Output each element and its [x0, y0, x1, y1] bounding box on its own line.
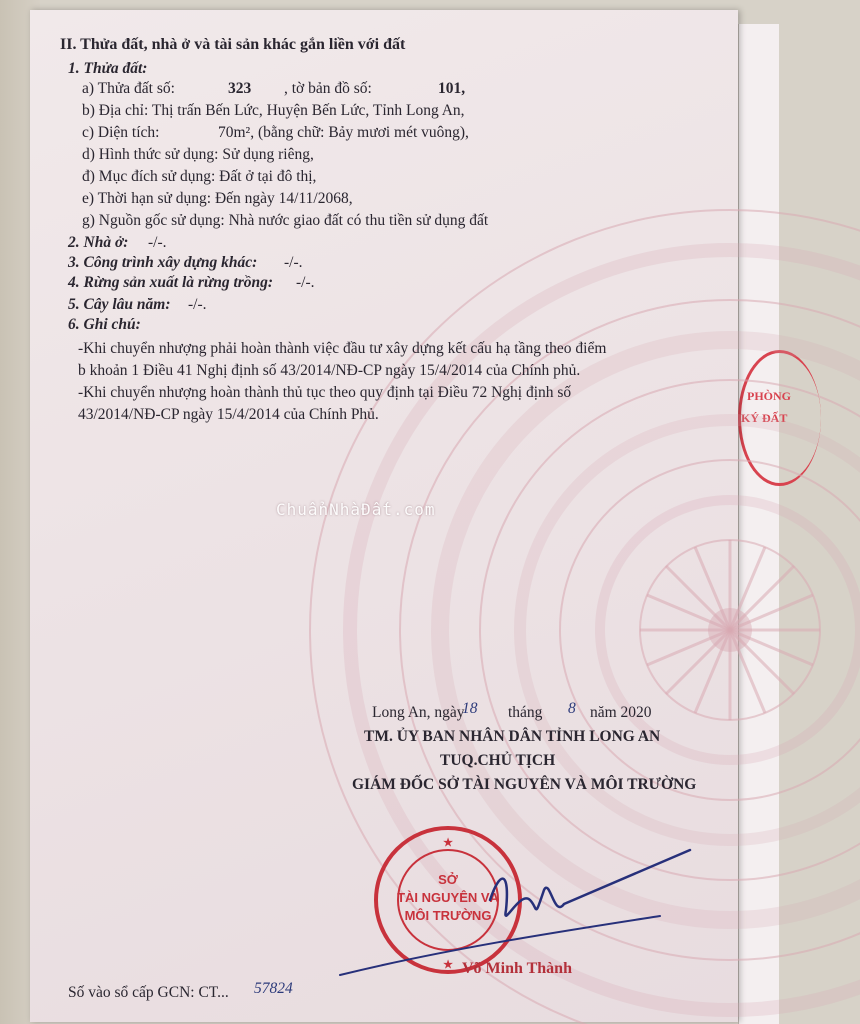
map-number: 101,: [438, 80, 466, 97]
month-label: tháng: [508, 704, 543, 721]
signer-name: Võ Minh Thành: [462, 960, 572, 977]
section-title: II. Thửa đất, nhà ở và tài sản khác gắn liền với đất: [60, 36, 406, 53]
note-line-2: b khoản 1 Điều 41 Nghị định số 43/2014/NĐ-CP ngày 15/4/2014 của Chính phủ.: [78, 362, 581, 379]
signing-day: 18: [462, 700, 478, 717]
usage-form: d) Hình thức sử dụng: Sử dụng riêng,: [82, 146, 314, 163]
certificate-page: [30, 10, 738, 1022]
usage-origin: g) Nguồn gốc sử dụng: Nhà nước giao đất có thu tiền sử dụng đất: [82, 212, 489, 229]
usage-purpose: đ) Mục đích sử dụng: Đất ở tại đô thị,: [82, 168, 317, 185]
watermark: ChuẩnNhàĐất.com: [276, 500, 436, 519]
perennial-value: -/-.: [188, 296, 207, 313]
parcel-number: 323: [228, 80, 252, 97]
registry-label: Số vào sổ cấp GCN: CT...: [68, 984, 229, 1001]
svg-text:★: ★: [443, 837, 453, 849]
stamp-text-2: TÀI NGUYÊN VÀ: [397, 890, 499, 905]
house-heading: 2. Nhà ở:: [68, 234, 129, 251]
signing-place: Long An, ngày: [372, 704, 465, 721]
registry-number: 57824: [254, 980, 293, 997]
land-heading: 1. Thửa đất:: [68, 60, 148, 77]
notes-heading: 6. Ghi chú:: [68, 316, 141, 333]
svg-text:★: ★: [443, 959, 453, 971]
house-value: -/-.: [148, 234, 167, 251]
year-label: năm 2020: [590, 704, 652, 721]
parcel-label: a) Thửa đất số:: [82, 80, 175, 97]
signing-title: GIÁM ĐỐC SỞ TÀI NGUYÊN VÀ MÔI TRƯỜNG: [352, 776, 697, 793]
adjacent-stamp-text-1: PHÒNG: [747, 389, 791, 403]
construction-heading: 3. Công trình xây dựng khác:: [68, 254, 258, 271]
construction-value: -/-.: [284, 254, 303, 271]
perennial-heading: 5. Cây lâu năm:: [68, 296, 171, 313]
stamp-text-1: SỞ: [438, 872, 458, 887]
usage-term: e) Thời hạn sử dụng: Đến ngày 14/11/2068,: [82, 190, 353, 207]
area-label: c) Diện tích:: [82, 124, 160, 141]
signing-month: 8: [568, 700, 576, 717]
signing-org: TM. ỦY BAN NHÂN DÂN TỈNH LONG AN: [364, 728, 661, 745]
forest-value: -/-.: [296, 274, 315, 291]
area-value: 70m², (bằng chữ: Bảy mươi mét vuông),: [218, 124, 469, 141]
note-line-4: 43/2014/NĐ-CP ngày 15/4/2014 của Chính Phủ.: [78, 406, 379, 423]
signing-tuq: TUQ.CHỦ TỊCH: [440, 752, 556, 769]
note-line-3: -Khi chuyển nhượng hoàn thành thủ tục theo quy định tại Điều 72 Nghị định số: [78, 384, 572, 401]
note-line-1: -Khi chuyển nhượng phải hoàn thành việc đầu tư xây dựng kết cấu hạ tầng theo điểm: [78, 340, 607, 357]
forest-heading: 4. Rừng sản xuất là rừng trồng:: [68, 274, 274, 291]
map-label: , tờ bản đồ số:: [284, 80, 372, 97]
stamp-text-3: MÔI TRƯỜNG: [404, 908, 492, 923]
address: b) Địa chỉ: Thị trấn Bến Lức, Huyện Bến Lức, Tỉnh Long An,: [82, 102, 465, 119]
adjacent-stamp-text-2: KÝ ĐẤT: [741, 411, 788, 425]
